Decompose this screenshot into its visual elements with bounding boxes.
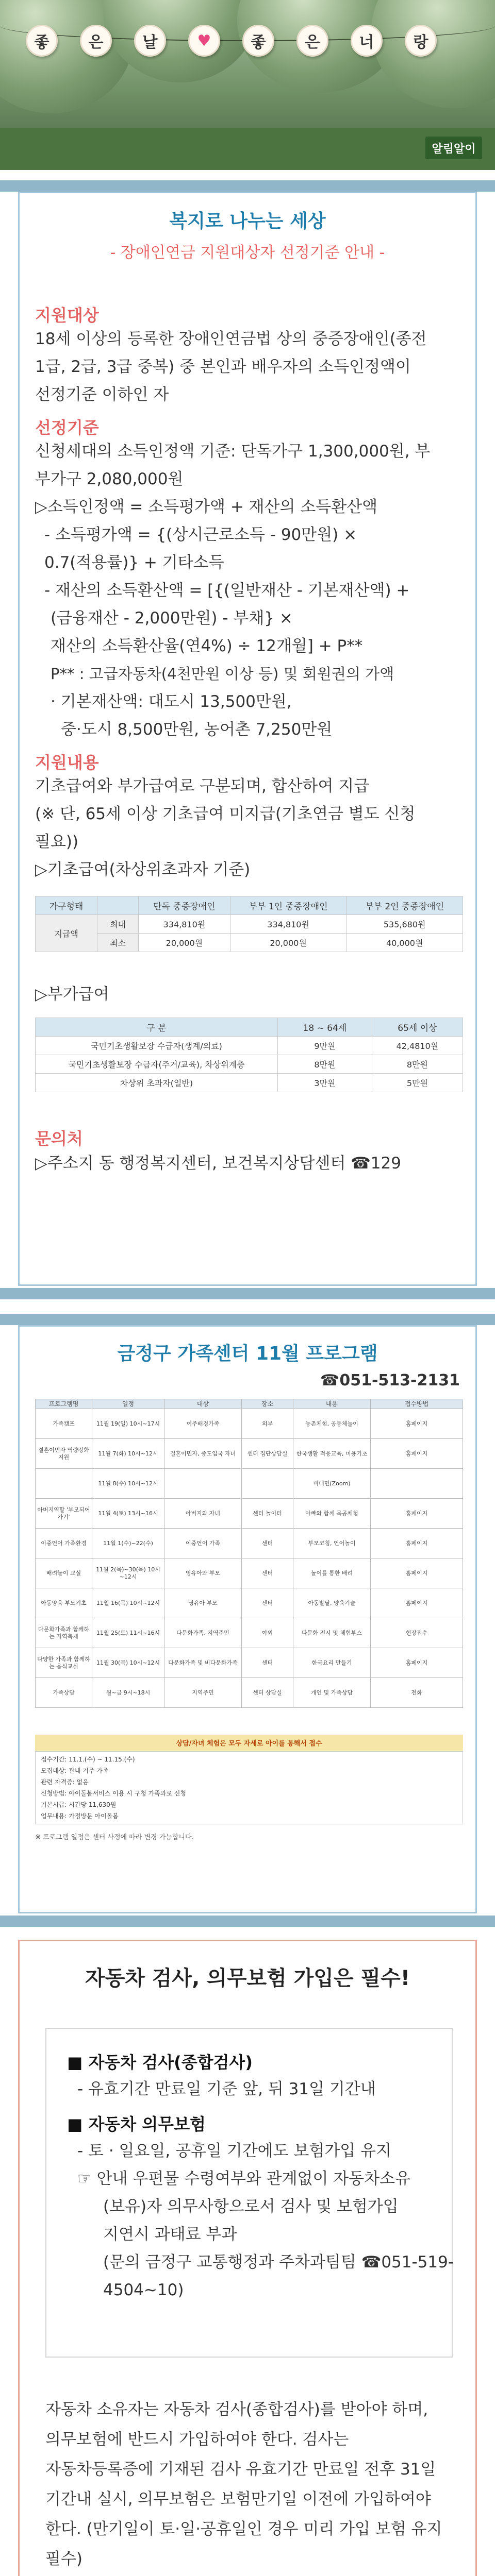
table-cell: 11월 2(목)~30(목) 10시~12시 [92,1558,164,1588]
amount-line: 필요)) [35,833,79,851]
contact-line: ▷주소지 동 행정복지센터, 보건복지상담센터 ☎129 [35,1154,401,1173]
box-line: (문의 금정구 교통행정과 주차과팀팀 ☎051-519- [103,2253,454,2272]
header-sign: 은 [80,25,112,57]
box-heading: ■ 자동차 의무보험 [67,2114,206,2134]
criteria-line: ▷소득인정액 = 소득평가액 + 재산의 소득환산액 [35,498,378,516]
table-cell: 다양한 가족과 함께하는 음식교실 [36,1648,92,1678]
header-sign: 랑 [405,25,437,57]
criteria-line: 0.7(적용률)} + 기타소득 [44,553,224,572]
table-cell: 아빠와 함께 목공체험 [293,1499,371,1529]
box-line: ☞ 안내 우편물 수령여부와 관계없이 자동차소유 [77,2170,411,2188]
family-panel [18,1325,477,1913]
table-header: 대상 [164,1399,242,1409]
header-sign: 좋 [26,25,58,57]
criteria-line: 신청세대의 소득인정액 기준: 단독가구 1,300,000원, 부 [35,442,431,461]
note-line: 모집대상: 관내 거주 가족 [41,1767,109,1774]
table-cell: 11월 19(일) 10시~17시 [92,1409,164,1439]
box-heading: ■ 자동차 검사(종합검사) [67,2053,253,2072]
criteria-line: 재산의 소득환산율(연4%) ÷ 12개월] + P** [51,637,363,655]
criteria-line: 중·도시 8,500만원, 농어촌 7,250만원 [61,720,333,739]
table-cell: 11월 7(화) 10시~12시 [92,1439,164,1469]
table-header: 부부 2인 중증장애인 [346,896,463,915]
criteria-line: - 재산의 소득환산액 = [{(일반재산 - 기본재산액) + [44,581,410,600]
table-cell: 전화 [371,1678,463,1708]
table-cell: 결혼이민자, 중도입국 자녀 [164,1439,242,1469]
table-cell: 홈페이지 [371,1499,463,1529]
criteria-line: - 소득평가액 = {(상시근로소득 - 90만원) × [44,526,357,544]
table-cell: 아버지역할 '부모되어가기' [36,1499,92,1529]
table-cell: 센터 [242,1648,293,1678]
table-group-label: 지급액 [36,915,97,952]
table-row [36,1618,463,1648]
table-cell: 11월 8(수) 10시~12시 [92,1469,164,1499]
table-header: 단독 중증장애인 [139,896,230,915]
table-cell: 다문화가족, 지역주민 [164,1618,242,1648]
table-cell [371,1469,463,1499]
table-cell: 535,680원 [346,915,463,934]
table-cell: 8만원 [278,1055,372,1074]
table-cell: 개인 및 가족상담 [293,1678,371,1708]
amount-line: 기초급여와 부가급여로 구분되며, 합산하여 지급 [35,777,370,795]
box-line: 4504~10) [103,2281,184,2299]
table-header: 65세 이상 [372,1018,463,1037]
heart-icon: ♥ [188,25,220,57]
table-cell: 홈페이지 [371,1558,463,1588]
table-cell: 비대면(Zoom) [293,1469,371,1499]
table-cell: 11월 4(토) 13시~16시 [92,1499,164,1529]
section-tag: 알림알이 [425,137,482,159]
table-cell: 영유아와 부모 [164,1558,242,1588]
table-header: 18 ~ 64세 [278,1018,372,1037]
note-line: 기본시급: 시간당 11,630원 [41,1801,117,1808]
table-row [36,1678,463,1708]
table-row [36,1648,463,1678]
table-cell: 한국생활 적응교육, 미용기초 [293,1439,371,1469]
panel-top-bar [0,1314,495,1325]
target-line: 선정기준 이하인 자 [35,385,169,404]
header-sign: 좋 [242,25,274,57]
table-cell: 홈페이지 [371,1409,463,1439]
table-row [36,1074,463,1092]
table-cell [164,1469,242,1499]
table-cell: 11월 30(목) 10시~12시 [92,1648,164,1678]
criteria-line: (금융재산 - 2,000만원) - 부채} × [51,609,293,628]
note-line: 업무내용: 가정방문 아이돌봄 [41,1812,119,1820]
criteria-line: 부가구 2,080,000원 [35,470,184,488]
table-cell: 놀이를 통한 배려 [293,1558,371,1588]
table-cell: 아동양육 부모기초 [36,1588,92,1618]
table-cell: 센터 상담실 [242,1678,293,1708]
table-header: 내용 [293,1399,371,1409]
car-title: 자동차 검사, 의무보험 가입은 필수! [85,1967,410,1990]
criteria-line: P** : 고급자동차(4천만원 이상 등) 및 회원권의 가액 [51,665,394,683]
header-sign: 너 [351,25,383,57]
target-line: 1급, 2급, 3급 중복) 중 본인과 배우자의 소득인정액이 [35,358,411,376]
table-cell: 한국요리 만들기 [293,1648,371,1678]
car-panel [18,1940,477,2576]
table-cell: 이중언어 가족환경 [36,1529,92,1558]
panel-bottom-bar [0,1288,495,1299]
note-line: 관련 자격증: 없음 [41,1778,89,1786]
table-row [36,1588,463,1618]
table-cell: 홈페이지 [371,1588,463,1618]
table-cell: 결혼이민자 역량강화지원 [36,1439,92,1469]
extra-benefit-table [35,1018,463,1092]
table-cell: 11월 25(토) 11시~16시 [92,1618,164,1648]
table-cell: 센터 [242,1588,293,1618]
header-sign: 은 [296,25,328,57]
note-line: 신청방법: 아이돌봄서비스 이용 시 구청 가족과로 신청 [41,1790,186,1797]
table-cell: 다문화 전시 및 체험부스 [293,1618,371,1648]
target-heading: 지원대상 [35,306,99,325]
table-row [36,1439,463,1469]
welfare-panel [18,192,477,1286]
table-cell: 홈페이지 [371,1648,463,1678]
table-cell: 다문화가족 및 비다문화가족 [164,1648,242,1678]
table-cell: 334,810원 [230,915,346,934]
table-cell: 20,000원 [139,934,230,952]
program-notes [35,1751,463,1824]
table-cell: 이주배경가족 [164,1409,242,1439]
table-cell: 현장접수 [371,1618,463,1648]
note-line: 접수기간: 11.1.(수) ~ 11.15.(수) [41,1756,135,1763]
table-cell: 홈페이지 [371,1439,463,1469]
table-row [36,1037,463,1055]
table-cell: 11월 16(목) 10시~12시 [92,1588,164,1618]
table-row-label: 최대 [97,915,139,934]
table-row [36,1529,463,1558]
table-row [36,1055,463,1074]
table-row [36,1499,463,1529]
table-cell: 영유아 부모 [164,1588,242,1618]
table-cell [36,1469,92,1499]
table-cell: 20,000원 [230,934,346,952]
table-cell: 가족캠프 [36,1409,92,1439]
program-footnote: ※ 프로그램 일정은 센터 사정에 따라 변경 가능합니다. [35,1834,194,1841]
table-cell: 센터 [242,1558,293,1588]
table-row [36,915,463,934]
table-row-label: 차상위 초과자(일반) [36,1074,278,1092]
box-line: (보유)자 의무사항으로서 검사 및 보험가입 [103,2197,399,2216]
table-row-label: 최소 [97,934,139,952]
table-cell: 다문화가족과 함께하는 지역축제 [36,1618,92,1648]
extra-heading: ▷부가급여 [35,985,109,1004]
table-cell: 가족상담 [36,1678,92,1708]
table-header: 프로그램명 [36,1399,92,1409]
table-row [36,1469,463,1499]
panel-bottom-bar [0,1916,495,1927]
table-cell: 농촌체험, 공동체놀이 [293,1409,371,1439]
criteria-heading: 선정기준 [35,418,99,437]
table-row [36,934,463,952]
table-header: 일정 [92,1399,164,1409]
box-line: 지연시 과태료 부과 [103,2225,237,2244]
family-phone: ☎051-513-2131 [320,1371,460,1389]
table-header: 장소 [242,1399,293,1409]
header-banner [0,0,495,170]
table-cell: 지역주민 [164,1678,242,1708]
table-cell: 센터 놀이터 [242,1499,293,1529]
family-title: 금정구 가족센터 11월 프로그램 [117,1343,378,1364]
welfare-title: 복지로 나누는 세상 [169,211,326,232]
table-cell: 홈페이지 [371,1529,463,1558]
box-line: - 유효기간 만료일 기준 앞, 뒤 31일 기간내 [77,2080,376,2098]
table-cell: 3만원 [278,1074,372,1092]
table-cell: 9만원 [278,1037,372,1055]
car-info-box [45,2028,453,2358]
amount-line: ▷기초급여(차상위초과자 기준) [35,860,251,879]
program-table [35,1399,463,1708]
table-cell: 40,000원 [346,934,463,952]
box-line: - 토 · 일요일, 공휴일 기간에도 보험가입 유지 [77,2142,391,2160]
table-header: 구 분 [36,1018,278,1037]
table-header-spacer [97,896,139,915]
table-cell: 센터 [242,1529,293,1558]
table-row [36,1409,463,1439]
target-line: 18세 이상의 등록한 장애인연금법 상의 중증장애인(종전 [35,330,427,348]
contact-heading: 문의처 [35,1129,83,1148]
table-cell [242,1469,293,1499]
car-paragraph: 자동차 소유자는 자동차 검사(종합검사)를 받아야 하며, 의무보험에 반드시 가입하여야 한다. 검사는 자동차등록증에 기재된 검사 유효기간 만료일 전후 31일 기간내 실시, 의무보험은 보험만기일 이전에 가입하여야 한다. (만기일이 토·일·공휴일인 경우 미리 가입 보험 유지 필수) [45,2400,442,2568]
table-header: 접수방법 [371,1399,463,1409]
table-cell: 월~금 9시~18시 [92,1678,164,1708]
table-cell: 42,4810원 [372,1037,463,1055]
table-cell: 부모코칭, 언어놀이 [293,1529,371,1558]
table-header: 가구형태 [36,896,97,915]
basic-benefit-table [35,896,463,952]
table-cell: 11월 1(수)~22(수) [92,1529,164,1558]
header-sign: 날 [134,25,166,57]
header-strip [0,128,495,170]
table-cell: 5만원 [372,1074,463,1092]
table-cell: 센터 집단상담실 [242,1439,293,1469]
table-row-label: 국민기초생활보장 수급자(생계/의료) [36,1037,278,1055]
table-cell: 334,810원 [139,915,230,934]
amount-line: (※ 단, 65세 이상 기초급여 미지급(기초연금 별도 신청 [35,805,416,823]
table-cell: 이중언어 가족 [164,1529,242,1558]
table-row [36,1558,463,1588]
welfare-subtitle: - 장애인연금 지원대상자 선정기준 안내 - [110,244,385,262]
table-cell: 아동발달, 양육기술 [293,1588,371,1618]
table-cell: 8만원 [372,1055,463,1074]
criteria-line: · 기본재산액: 대도시 13,500만원, [51,692,292,711]
table-cell: 야외 [242,1618,293,1648]
table-row-label: 국민기초생활보장 수급자(주거/교육), 차상위계층 [36,1055,278,1074]
amount-heading: 지원내용 [35,753,99,772]
table-cell: 외부 [242,1409,293,1439]
table-cell: 아버지와 자녀 [164,1499,242,1529]
program-notice: 상담/자녀 체험은 모두 자세로 아이를 통해서 접수 [35,1735,463,1751]
panel-top-bar [0,180,495,192]
table-header: 부부 1인 중증장애인 [230,896,346,915]
table-cell: 배려놀이 교실 [36,1558,92,1588]
